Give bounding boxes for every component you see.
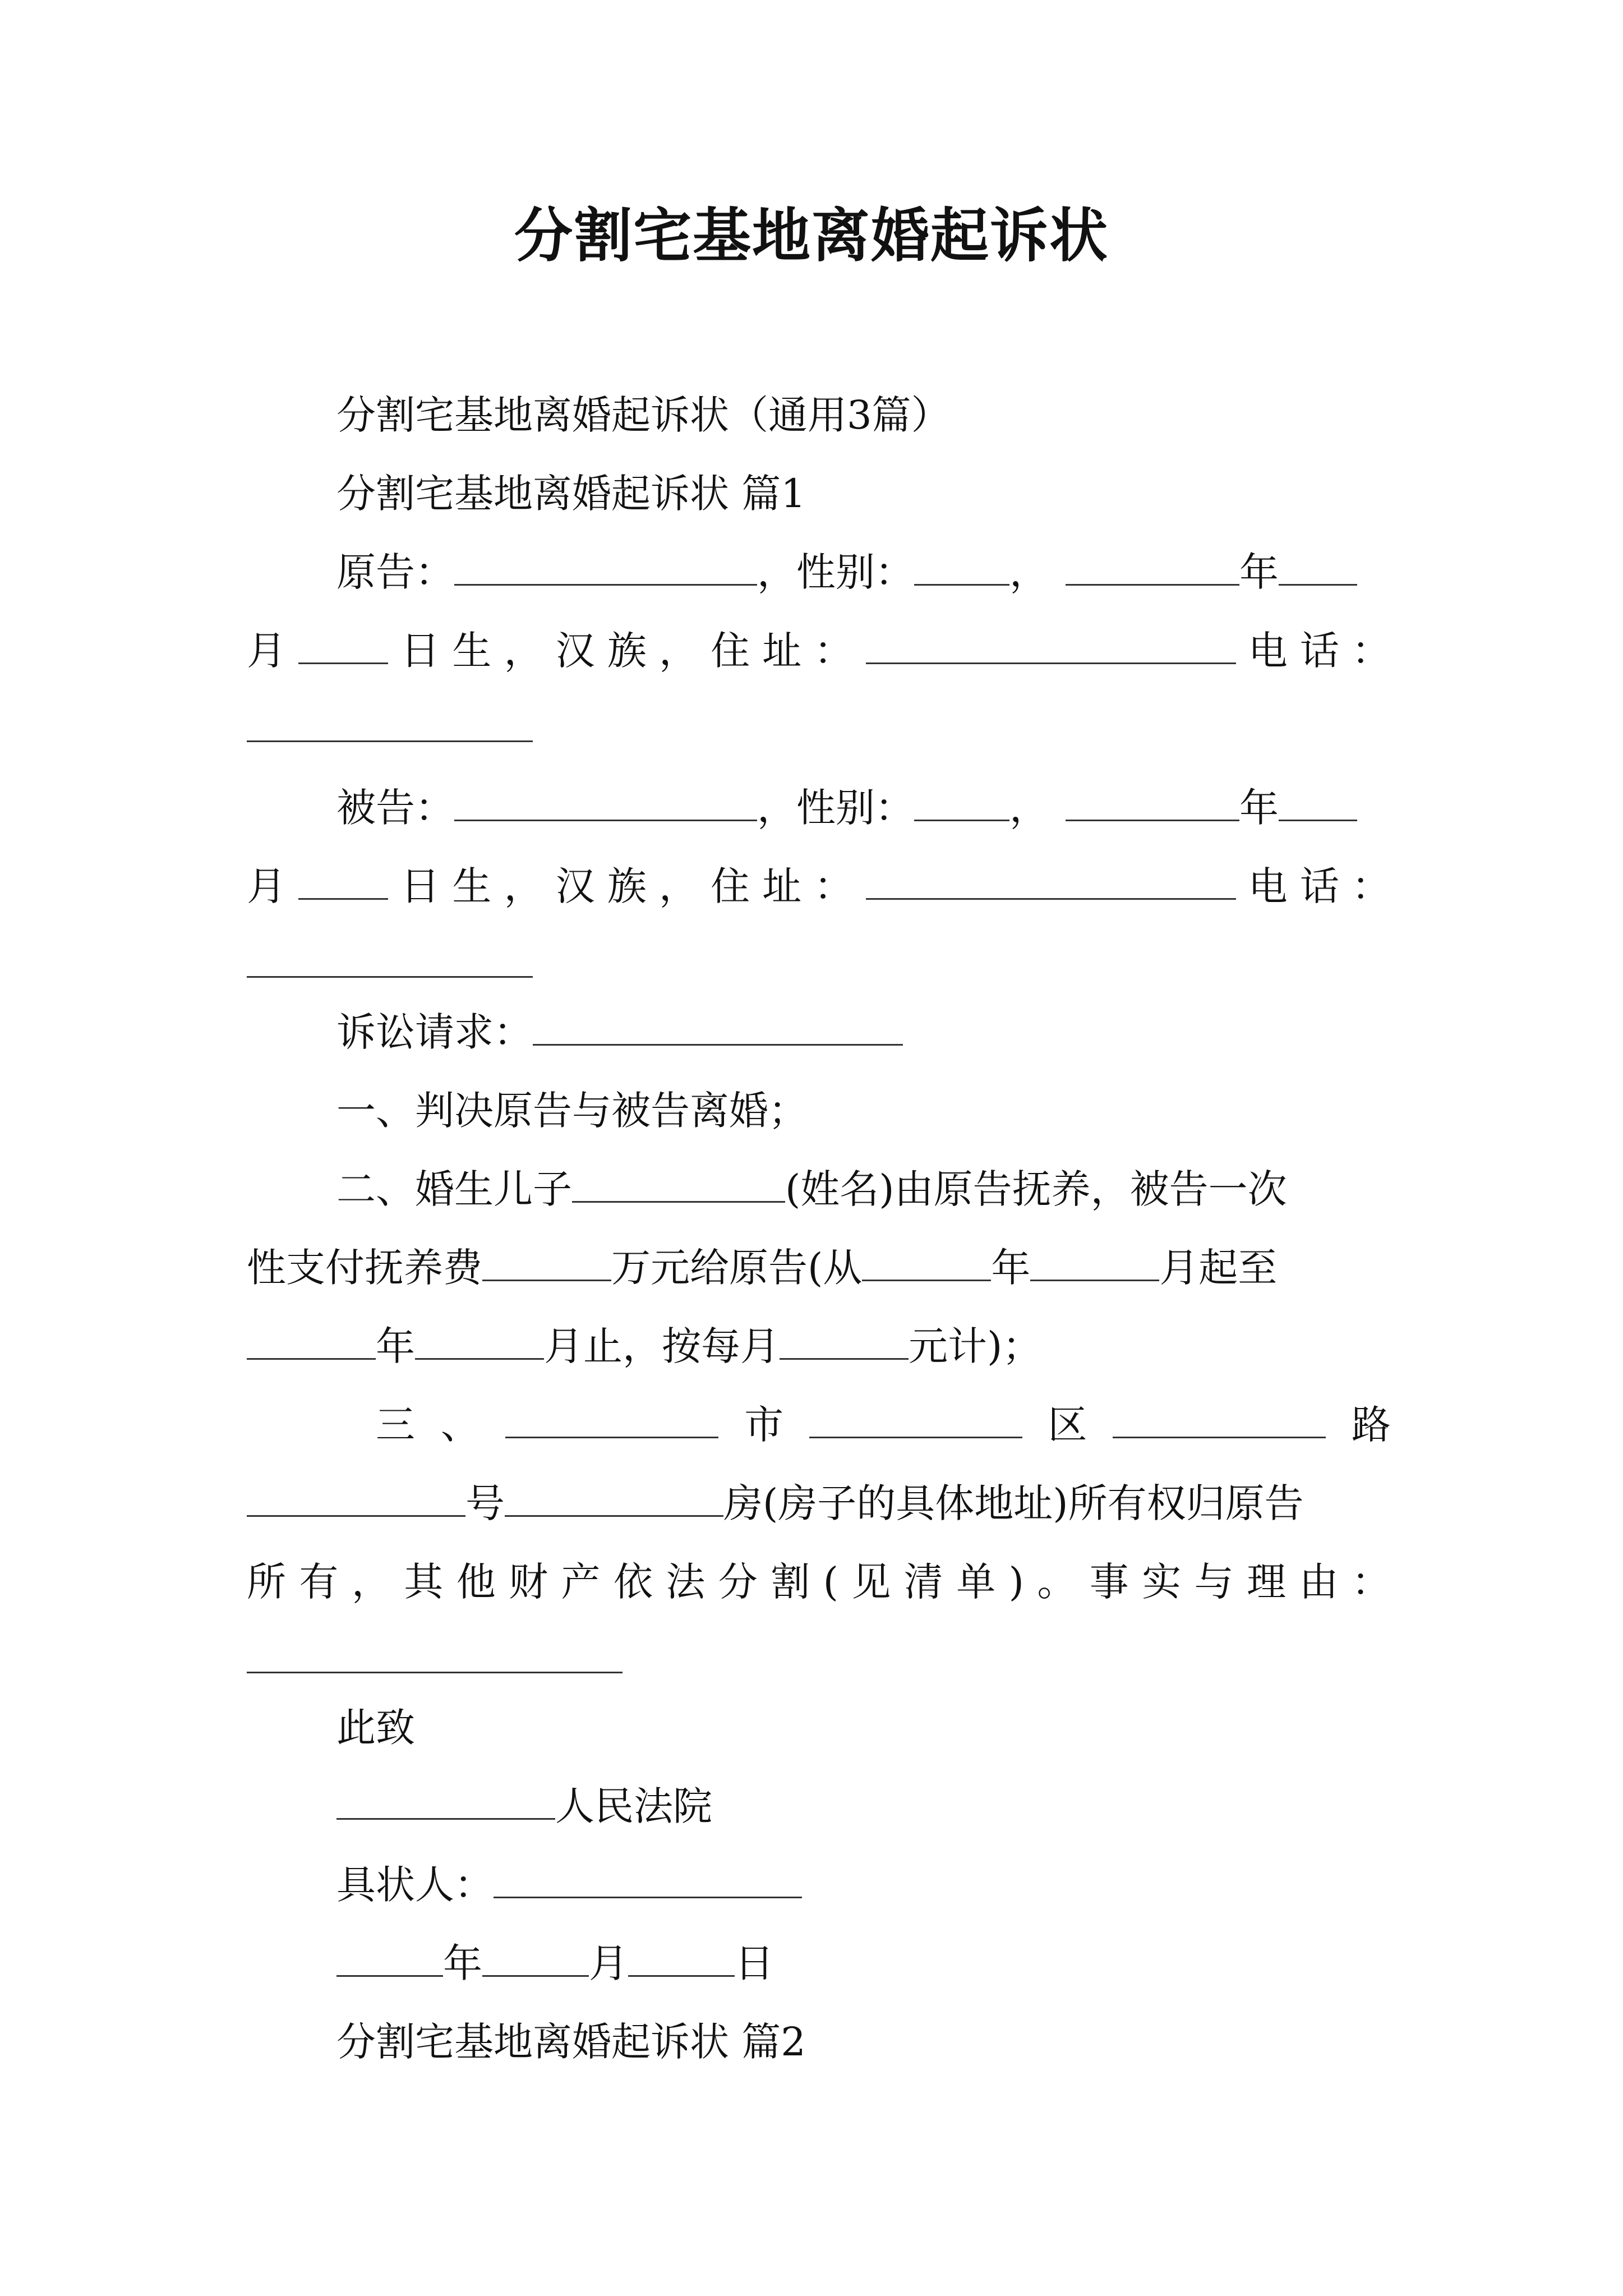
- claim-2-support-label: 性支付抚养费: [247, 1245, 482, 1291]
- defendant-month: 月: [247, 863, 286, 909]
- defendant-label: 被告：: [336, 785, 454, 831]
- city-label: 市: [744, 1402, 784, 1448]
- claim-3-ownership-text: 房(房子的具体地址)所有权归原告: [723, 1480, 1304, 1526]
- claim-3-char: 所: [247, 1559, 286, 1605]
- claim-3-char: 由: [1299, 1559, 1339, 1605]
- part1-heading: 分割宅基地离婚起诉状 篇1: [336, 471, 806, 517]
- plaintiff-phone-a: 电: [1248, 628, 1288, 674]
- defendant-phone-blank: [247, 976, 533, 978]
- claim-3-char: ：: [1351, 1559, 1391, 1605]
- plaintiff-line-1: [336, 544, 1357, 600]
- defendant-line-2: [247, 858, 1391, 914]
- defendant-comma-2: ，: [504, 863, 543, 909]
- signer-line: [336, 1857, 802, 1913]
- claims-label: 诉讼请求：: [336, 1009, 533, 1055]
- date-line: [336, 1935, 774, 1991]
- claim-1: 一、判决原告与被告离婚；: [336, 1088, 808, 1134]
- claim-3-char: ，: [351, 1559, 391, 1605]
- claim-2-line-1: [336, 1161, 1287, 1217]
- plaintiff-phone-colon: ：: [1351, 628, 1391, 674]
- start-month-blank: [1030, 1240, 1159, 1281]
- claim-3-char: 实: [1142, 1559, 1182, 1605]
- claim-2-child-label: 二、婚生儿子: [336, 1166, 572, 1212]
- end-year-blank: [247, 1319, 376, 1360]
- claim-3-char: 依: [613, 1559, 653, 1605]
- support-amount-blank: [482, 1240, 611, 1281]
- plaintiff-month-blank: [1279, 545, 1357, 586]
- claim-3-char: 他: [456, 1559, 496, 1605]
- claim-3-char: 单: [956, 1559, 996, 1605]
- defendant-address-colon: ：: [814, 863, 854, 909]
- defendant-month-blank: [1279, 780, 1357, 821]
- plaintiff-comma: ，: [1009, 549, 1049, 595]
- end-year-label: 年: [376, 1323, 415, 1369]
- claim-2-line-3: [247, 1318, 1041, 1374]
- claim-3-char: 事: [1089, 1559, 1129, 1605]
- plaintiff-comma-2: ，: [504, 628, 543, 674]
- city-blank: [505, 1397, 718, 1438]
- road-label: 路: [1351, 1402, 1391, 1448]
- plaintiff-born: 生: [452, 628, 492, 674]
- plaintiff-ethnicity-a: 汉: [555, 628, 595, 674]
- defendant-comma-3: ，: [658, 863, 698, 909]
- claim-2-custody-text: (姓名)由原告抚养，被告一次: [785, 1166, 1287, 1212]
- claim-2-line-2: [247, 1240, 1277, 1296]
- closing: 此致: [336, 1705, 415, 1751]
- court-label: 人民法院: [555, 1783, 712, 1829]
- claim-3-line-2: [247, 1475, 1304, 1531]
- defendant-gender-label: ，性别：: [757, 785, 914, 831]
- claim-3-char: 清: [903, 1559, 943, 1605]
- claim-3-char: 其: [404, 1559, 444, 1605]
- plaintiff-address-colon: ：: [814, 628, 854, 674]
- district-label: 区: [1048, 1402, 1087, 1448]
- plaintiff-month: 月: [247, 628, 286, 674]
- defendant-line-1: [336, 780, 1357, 836]
- claim-3-char: (: [823, 1559, 838, 1605]
- number-blank: [247, 1476, 465, 1517]
- date-day-label: 日: [735, 1940, 774, 1986]
- date-month-blank: [482, 1936, 589, 1977]
- plaintiff-line-2: [247, 623, 1391, 679]
- claim-2-support-text: 万元给原告(从: [611, 1245, 863, 1291]
- claim-3-dun: 、: [440, 1402, 480, 1448]
- defendant-born: 生: [452, 863, 492, 909]
- end-month-blank: [415, 1319, 544, 1360]
- plaintiff-day-blank: [298, 623, 388, 664]
- claims-line: [336, 1004, 903, 1060]
- start-month-label: 月起至: [1159, 1245, 1278, 1291]
- claim-3-char: 。: [1037, 1559, 1077, 1605]
- plaintiff-comma-3: ，: [658, 628, 698, 674]
- defendant-phone-colon: ：: [1351, 863, 1391, 909]
- plaintiff-ethnicity-b: 族: [607, 628, 647, 674]
- defendant-ethnicity-a: 汉: [555, 863, 595, 909]
- defendant-day-blank: [298, 859, 388, 900]
- claim-3-char: 分: [718, 1559, 758, 1605]
- claim-3-char: 法: [666, 1559, 706, 1605]
- claim-3-char: 产: [561, 1559, 601, 1605]
- date-year-label: 年: [443, 1940, 482, 1986]
- plaintiff-phone-b: 话: [1299, 628, 1339, 674]
- room-blank: [505, 1476, 723, 1517]
- defendant-address-b: 址: [762, 863, 802, 909]
- claim-3-char: 与: [1194, 1559, 1234, 1605]
- claim-3-char: 财: [509, 1559, 548, 1605]
- court-line: [336, 1778, 712, 1834]
- defendant-year-blank: [1066, 780, 1239, 821]
- plaintiff-address-a: 住: [711, 628, 750, 674]
- defendant-address-blank: [866, 859, 1236, 900]
- plaintiff-gender-blank: [914, 545, 1009, 586]
- plaintiff-label: 原告：: [336, 549, 454, 595]
- plaintiff-gender-label: ，性别：: [757, 549, 914, 595]
- plaintiff-phone-blank: [247, 740, 533, 742]
- claim-3-char: 见: [851, 1559, 891, 1605]
- plaintiff-address-blank: [866, 623, 1236, 664]
- signer-label: 具状人：: [336, 1862, 494, 1908]
- plaintiff-year-blank: [1066, 545, 1239, 586]
- defendant-name-blank: [454, 780, 757, 821]
- plaintiff-day: 日: [400, 628, 440, 674]
- defendant-day: 日: [400, 863, 440, 909]
- plaintiff-address-b: 址: [762, 628, 802, 674]
- plaintiff-name-blank: [454, 545, 757, 586]
- claim-3-char: 有: [299, 1559, 339, 1605]
- subtitle: 分割宅基地离婚起诉状（通用3篇）: [336, 392, 951, 438]
- child-name-blank: [572, 1162, 785, 1203]
- start-year-blank: [862, 1240, 991, 1281]
- district-blank: [809, 1397, 1022, 1438]
- road-blank: [1113, 1397, 1326, 1438]
- claim-3-char: ): [1008, 1559, 1024, 1605]
- defendant-year: 年: [1239, 785, 1279, 831]
- claim-3-line-1: [376, 1397, 1391, 1453]
- plaintiff-year: 年: [1239, 549, 1279, 595]
- facts-blank: [247, 1672, 623, 1673]
- number-label: 号: [465, 1480, 505, 1526]
- date-day-blank: [628, 1936, 735, 1977]
- date-month-label: 月: [589, 1940, 628, 1986]
- document-title: 分割宅基地离婚起诉状: [514, 201, 1109, 270]
- claim-3-line-3: [247, 1554, 1391, 1610]
- defendant-address-a: 住: [711, 863, 750, 909]
- claim-3-number: 三: [376, 1402, 415, 1448]
- signer-blank: [494, 1857, 802, 1898]
- claim-3-char: 理: [1247, 1559, 1287, 1605]
- date-year-blank: [336, 1936, 443, 1977]
- court-blank: [336, 1779, 555, 1820]
- claims-blank: [533, 1005, 903, 1046]
- defendant-gender-blank: [914, 780, 1009, 821]
- defendant-phone-a: 电: [1248, 863, 1288, 909]
- defendant-ethnicity-b: 族: [607, 863, 647, 909]
- part2-heading: 分割宅基地离婚起诉状 篇2: [336, 2019, 806, 2065]
- start-year-label: 年: [991, 1245, 1031, 1291]
- defendant-phone-b: 话: [1299, 863, 1339, 909]
- monthly-amount-blank: [780, 1319, 909, 1360]
- end-month-label: 月止，按每月: [544, 1323, 780, 1369]
- claim-3-char: 割: [771, 1559, 810, 1605]
- monthly-amount-label: 元计)；: [909, 1323, 1042, 1369]
- defendant-comma: ，: [1009, 785, 1049, 831]
